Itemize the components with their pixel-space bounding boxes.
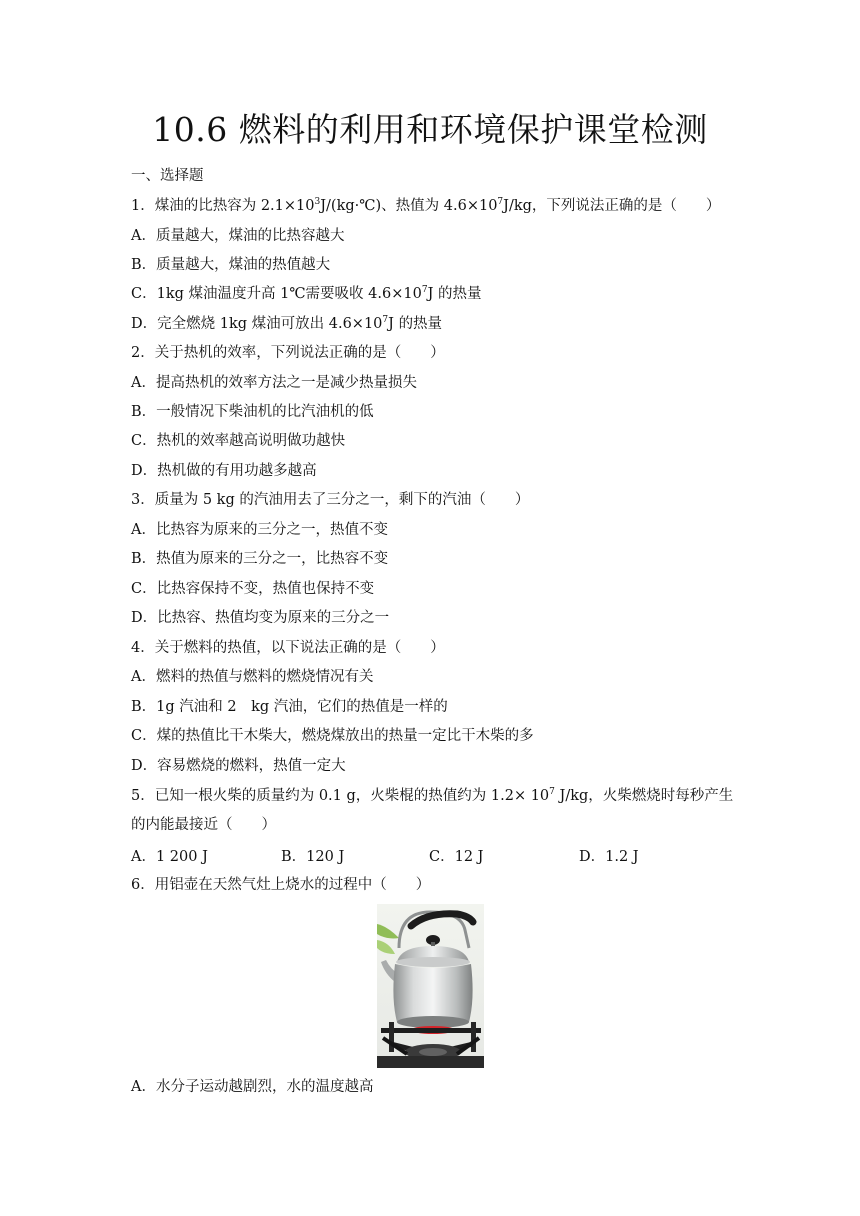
- question-1-option-b: B．质量越大，煤油的热值越大: [131, 257, 331, 273]
- question-3-option-b: B．热值为原来的三分之一，比热容不变: [131, 551, 389, 567]
- question-5-option-a: A．1 200 J: [131, 849, 208, 865]
- question-2-option-a: A．提高热机的效率方法之一是减少热量损失: [131, 375, 417, 391]
- question-5-option-d: D．1.2 J: [579, 849, 639, 865]
- kettle-on-stove-image: [377, 904, 484, 1068]
- question-4-option-d: D．容易燃烧的燃料，热值一定大: [131, 758, 346, 774]
- question-6-stem: 6．用铝壶在天然气灶上烧水的过程中（ ）: [131, 877, 431, 893]
- question-3-option-a: A．比热容为原来的三分之一，热值不变: [131, 522, 388, 538]
- question-2-stem: 2．关于热机的效率，下列说法正确的是（ ）: [131, 345, 445, 361]
- question-6-option-a: A．水分子运动越剧烈，水的温度越高: [131, 1079, 374, 1095]
- question-5-option-c: C．12 J: [429, 849, 484, 865]
- page-title: 10.6 燃料的利用和环境保护课堂检测: [152, 110, 708, 149]
- question-2-option-c: C．热机的效率越高说明做功越快: [131, 433, 346, 449]
- question-5-options: [131, 845, 751, 865]
- question-5-stem: 5．已知一根火柴的质量约为 0.1 g，火柴棍的热值约为 $1.2\times 10^7$ J/kg，火柴燃烧时每秒产生: [131, 787, 734, 804]
- question-1-option-c: C．1kg 煤油温度升高 1℃需要吸收 $4.6\times 10^7J$ 的热量: [131, 285, 482, 302]
- question-1-option-d: D．完全燃烧 1kg 煤油可放出 $4.6\times 10^7J$ 的热量: [131, 315, 443, 332]
- question-3-option-c: C．比热容保持不变，热值也保持不变: [131, 581, 375, 597]
- question-4-option-c: C．煤的热值比干木柴大，燃烧煤放出的热量一定比干木柴的多: [131, 728, 534, 744]
- question-4-option-b: B．1g 汽油和 2 kg 汽油，它们的热值是一样的: [131, 699, 448, 715]
- question-5-option-b: B．120 J: [281, 849, 345, 865]
- question-2-option-b: B．一般情况下柴油机的比汽油机的低: [131, 404, 374, 420]
- question-1-stem: 1．煤油的比热容为 $2.1\times 10^3J/(kg\cdot℃)$、热值为 $4.6\times 10^7J/kg$，下列说法正确的是（ ）: [131, 197, 721, 214]
- section-heading: 一、选择题: [131, 168, 204, 184]
- question-4-stem: 4．关于燃料的热值，以下说法正确的是（ ）: [131, 640, 445, 656]
- question-3-stem: 3．质量为 5 kg 的汽油用去了三分之一，剩下的汽油（ ）: [131, 492, 530, 508]
- question-1-option-a: A．质量越大，煤油的比热容越大: [131, 228, 345, 244]
- question-5-stem-continued: 的内能最接近（ ）: [131, 817, 276, 833]
- question-4-option-a: A．燃料的热值与燃料的燃烧情况有关: [131, 669, 374, 685]
- question-2-option-d: D．热机做的有用功越多越高: [131, 463, 317, 479]
- question-3-option-d: D．比热容、热值均变为原来的三分之一: [131, 610, 390, 626]
